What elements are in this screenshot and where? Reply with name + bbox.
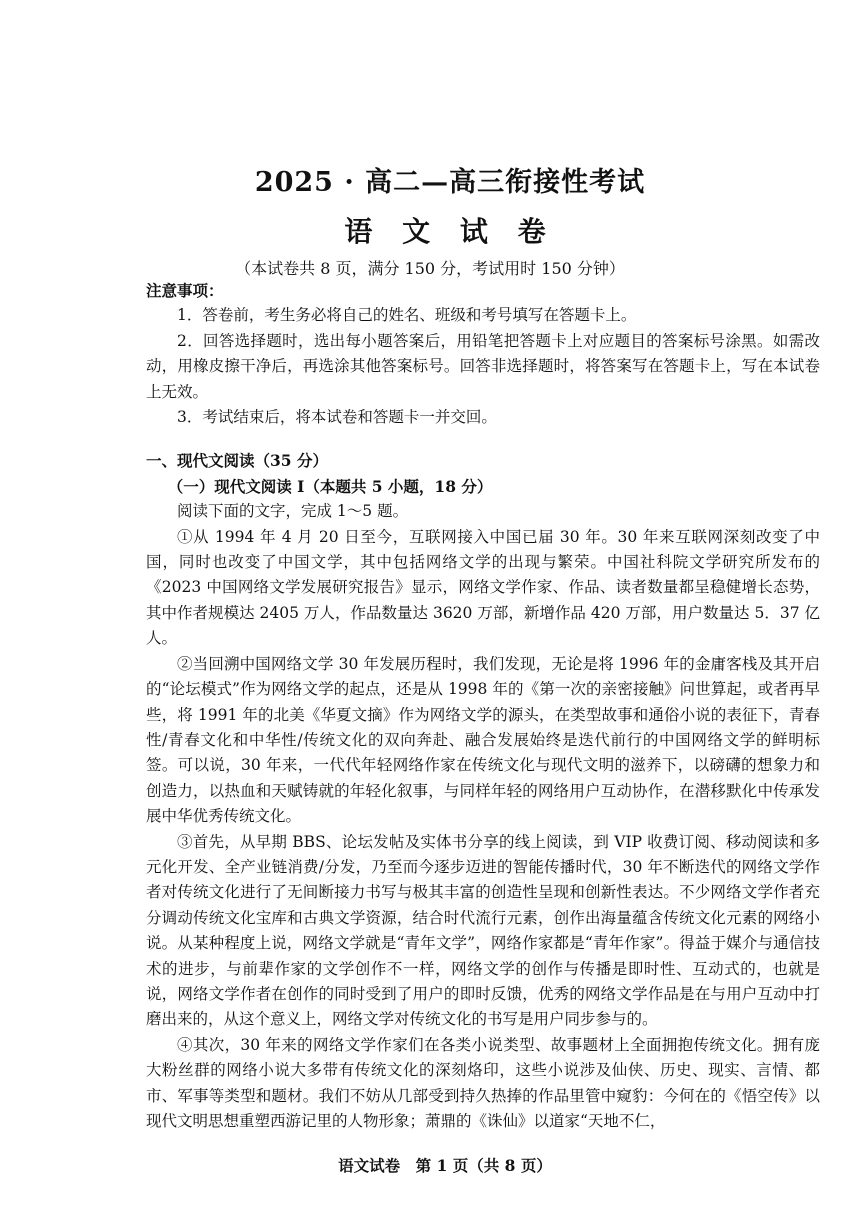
paragraph-4: ④其次，30 年来的网络文学作家们在各类小说类型、故事题材上全面拥抱传统文化。拥有庞大粉丝群的网络小说大多带有传统文化的深刻烙印，这些小说涉及仙侠、历史、现实、言情、都市、军事等类型和题材。我们不妨从几部受到持久热捧的作品里管中窥豹：今何在的《悟空传》以现代文明思想重塑西游记里的人物形象；萧鼎的《诛仙》以道家“天地不仁， <box>146 1035 820 1130</box>
subject-title: 语 文 试 卷 <box>344 215 556 248</box>
exam-title: 2025 · 高二—高三衔接性考试 <box>254 167 646 198</box>
paragraph-3: ③首先，从早期 BBS、论坛发帖及实体书分享的线上阅读，到 VIP 收费订阅、移动阅读和多元化开发、全产业链消费/分发，乃至而今逐步迈进的智能传播时代，30 年不断迭代的网络文学作者对传统文化进行了无间断接力书写与极其丰富的创造性呈现和创新性表达。不少网络文学作者充分调动传统文化宝库和古典文学资源，结合时代流行元素，创作出海量蕴含传统文化元素的网络小说。从某种程度上说，网络文学就是“青年文学”，网络作家都是“青年作家”。得益于媒介与通信技术的进步，与前辈作家的文学创作不一样，网络文学的创作与传播是即时性、互动式的，也就是说，网络文学作者在创作的同时受到了用户的即时反馈，优秀的网络文学作品是在与用户互动中打磨出来的，从这个意义上，网络文学对传统文化的书写是用户同步参与的。 <box>146 832 820 1029</box>
notice-item-3: 3．考试结束后，将本试卷和答题卡一并交回。 <box>177 408 497 427</box>
section-title: 一、现代文阅读（35 分） <box>146 451 328 471</box>
exam-body <box>146 276 820 1134</box>
notice-item-2: 2．回答选择题时，选出每小题答案后，用铅笔把答题卡上对应题目的答案标号涂黑。如需改动，用橡皮擦干净后，再选涂其他答案标号。回答非选择题时，将答案写在答题卡上，写在本试卷上无效。 <box>146 331 820 401</box>
notice-title: 注意事项： <box>146 281 224 300</box>
paragraph-1: ①从 1994 年 4 月 20 日至今，互联网接入中国已届 30 年。30 年来互联网深刻改变了中国，同时也改变了中国文学，其中包括网络文学的出现与繁荣。中国社科院文学研究所发布的《2023 中国网络文学发展研究报告》显示，网络文学作家、作品、读者数量都呈稳健增长态势，其中作者规模达 2405 万人，作品数量达 3620 万部，新增作品 420 万部，用户数量达 5．37 亿人。 <box>146 527 820 648</box>
exam-info: （本试卷共 8 页，满分 150 分，考试用时 150 分钟） <box>235 259 625 278</box>
subsection-title: （一）现代文阅读 I（本题共 5 小题，18 分） <box>167 476 493 496</box>
notice-item-1: 1．答卷前，考生务必将自己的姓名、班级和考号填写在答题卡上。 <box>177 306 637 325</box>
paragraph-2: ②当回溯中国网络文学 30 年发展历程时，我们发现，无论是将 1996 年的金庸客栈及其开启的“论坛模式”作为网络文学的起点，还是从 1998 年的《第一次的亲密接触》问世算起，或者再早些，将 1991 年的北美《华夏文摘》作为网络文学的源头，在类型故事和通俗小说的表征下，青春性/青春文化和中华性/传统文化的双向奔赴、融合发展始终是迭代前行的中国网络文学的鲜明标签。可以说，30 年来，一代代年轻网络作家在传统文化与现代文明的滋养下，以磅礴的想象力和创造力，以热血和天赋铸就的年轻化叙事，与同样年轻的网络用户互动协作，在潜移默化中传承发展中华优秀传统文化。 <box>146 654 820 826</box>
reading-instruction: 阅读下面的文字，完成 1～5 题。 <box>177 502 409 521</box>
page-footer: 语文试卷 第 1 页（共 8 页） <box>338 1156 552 1175</box>
